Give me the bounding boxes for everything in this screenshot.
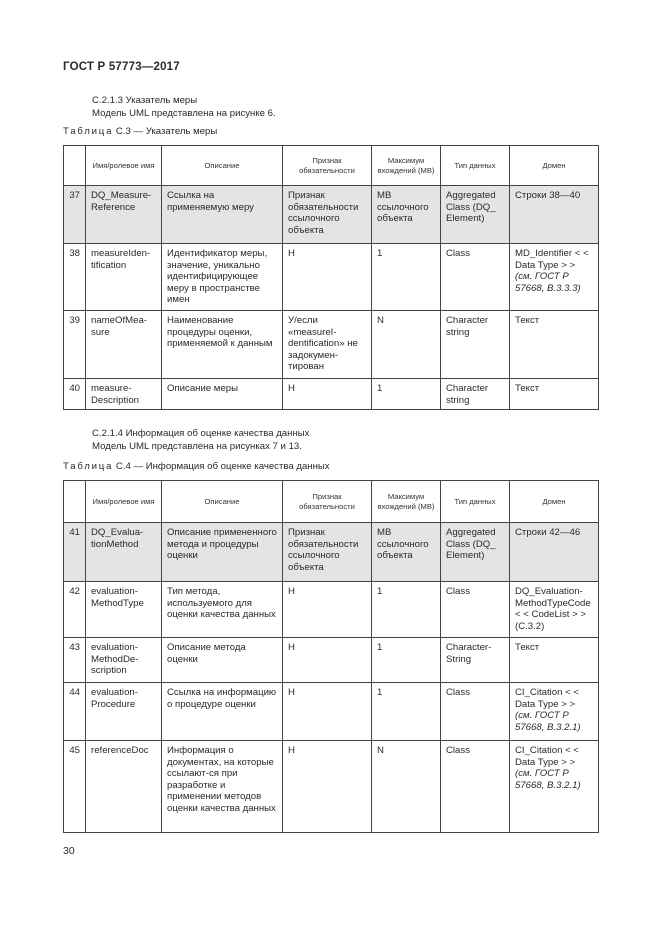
row-type: Character string: [441, 379, 510, 410]
row-max: N: [372, 741, 441, 833]
col-description: Описание: [162, 146, 283, 186]
col-name: Имя/ролевое имя: [86, 481, 162, 523]
row-domain: [510, 582, 599, 638]
table-row: [64, 379, 599, 410]
row-obligation: Н: [283, 244, 372, 311]
col-domain: Домен: [510, 481, 599, 523]
row-max: 1: [372, 683, 441, 741]
row-number: 38: [64, 244, 86, 311]
col-max-occurrence: Максимум вхождений (МВ): [372, 146, 441, 186]
col-data-type: Тип данных: [441, 146, 510, 186]
row-max: 1: [372, 638, 441, 683]
domain-text: Текст: [515, 315, 540, 326]
row-domain: [510, 523, 599, 582]
col-description: Описание: [162, 481, 283, 523]
section-heading: C.2.1.3 Указатель меры: [92, 95, 198, 106]
row-name: referenceDoc: [86, 741, 162, 833]
table-row: [64, 186, 599, 244]
row-type: Class: [441, 683, 510, 741]
row-max: 1: [372, 379, 441, 410]
col-obligation: Признак обязательности: [283, 146, 372, 186]
row-description: Ссылка на применяемую меру: [162, 186, 283, 244]
col-domain: Домен: [510, 146, 599, 186]
row-type: Character-String: [441, 638, 510, 683]
col-max-occurrence: Максимум вхождений (МВ): [372, 481, 441, 523]
row-type: Character string: [441, 311, 510, 379]
row-name: nameOfMea-sure: [86, 311, 162, 379]
caption-label: Таблица: [63, 461, 114, 472]
row-max: МВ ссылочного объекта: [372, 523, 441, 582]
caption-label: Таблица: [63, 126, 114, 137]
domain-text: Строки 42—46: [515, 527, 581, 538]
row-name: evaluation-Procedure: [86, 683, 162, 741]
section-c213: [92, 95, 276, 120]
row-type: Aggregated Class (DQ_ Element): [441, 186, 510, 244]
domain-reference: (см. ГОСТ Р 57668, В.3.3.3): [515, 271, 581, 294]
row-domain: [510, 186, 599, 244]
row-number: 37: [64, 186, 86, 244]
row-obligation: Признак обязательности ссылочного объекта: [283, 186, 372, 244]
table-row: [64, 523, 599, 582]
row-description: Информация о документах, на которые ссылают-ся при разработке и применении методов оценки качества данных: [162, 741, 283, 833]
table-row: [64, 311, 599, 379]
row-type: Class: [441, 741, 510, 833]
row-domain: [510, 311, 599, 379]
row-name: measureIden-tification: [86, 244, 162, 311]
domain-reference: (см. ГОСТ Р 57668, В.3.2.1): [515, 710, 581, 733]
row-domain: [510, 638, 599, 683]
row-max: N: [372, 311, 441, 379]
domain-text: Текст: [515, 642, 540, 653]
row-max: 1: [372, 244, 441, 311]
row-name: measure-Description: [86, 379, 162, 410]
table-c3-caption: [63, 126, 217, 137]
row-number: 39: [64, 311, 86, 379]
page-number: 30: [63, 845, 75, 857]
row-name: evaluation-MethodDe-scription: [86, 638, 162, 683]
col-name: Имя/ролевое имя: [86, 146, 162, 186]
table-row: [64, 683, 599, 741]
row-type: Class: [441, 582, 510, 638]
section-text: Модель UML представлена на рисунках 7 и 13.: [92, 440, 302, 452]
row-name: DQ_Measure-Reference: [86, 186, 162, 244]
domain-text: DQ_Evaluation-MethodTypeCode < < CodeList > > (С.3.2): [515, 586, 591, 632]
row-obligation: Н: [283, 638, 372, 683]
row-name: DQ_Evalua-tionMethod: [86, 523, 162, 582]
col-num: [64, 481, 86, 523]
table-row: [64, 244, 599, 311]
row-domain: [510, 244, 599, 311]
document-header: ГОСТ Р 57773—2017: [63, 61, 180, 73]
row-description: Описание меры: [162, 379, 283, 410]
domain-text: Текст: [515, 383, 540, 394]
row-domain: [510, 379, 599, 410]
row-max: МВ ссылочного объекта: [372, 186, 441, 244]
row-domain: [510, 683, 599, 741]
row-description: Описание примененного метода и процедуры оценки: [162, 523, 283, 582]
section-c214: [92, 428, 309, 453]
col-data-type: Тип данных: [441, 481, 510, 523]
domain-text: Строки 38—40: [515, 190, 581, 201]
row-number: 41: [64, 523, 86, 582]
row-description: Идентификатор меры, значение, уникально идентифицирующее меру в пространстве имен: [162, 244, 283, 311]
col-obligation: Признак обязательности: [283, 481, 372, 523]
table-row: [64, 582, 599, 638]
row-obligation: У/если «measureI-dentification» не задокумен-тирован: [283, 311, 372, 379]
section-text: Модель UML представлена на рисунке 6.: [92, 107, 276, 119]
row-type: Aggregated Class (DQ_ Element): [441, 523, 510, 582]
caption-text: С.4 — Информация об оценке качества данных: [113, 461, 330, 472]
table-row: [64, 741, 599, 833]
row-description: Описание метода оценки: [162, 638, 283, 683]
row-number: 40: [64, 379, 86, 410]
row-obligation: Н: [283, 741, 372, 833]
row-name: evaluation-MethodType: [86, 582, 162, 638]
row-obligation: Н: [283, 683, 372, 741]
col-num: [64, 146, 86, 186]
caption-text: С.3 — Указатель меры: [113, 126, 218, 137]
table-c4: [63, 480, 599, 833]
row-domain: [510, 741, 599, 833]
row-number: 45: [64, 741, 86, 833]
row-number: 44: [64, 683, 86, 741]
row-number: 42: [64, 582, 86, 638]
table-c3: [63, 145, 599, 410]
table-row: [64, 638, 599, 683]
domain-text: CI_Citation < < Data Type > >: [515, 745, 579, 768]
row-description: Наименование процедуры оценки, применяемой к данным: [162, 311, 283, 379]
domain-text: CI_Citation < < Data Type > >: [515, 687, 579, 710]
row-obligation: Н: [283, 582, 372, 638]
row-max: 1: [372, 582, 441, 638]
row-obligation: Н: [283, 379, 372, 410]
section-heading: C.2.1.4 Информация об оценке качества данных: [92, 428, 310, 439]
domain-reference: (см. ГОСТ Р 57668, В.3.2.1): [515, 768, 581, 791]
row-number: 43: [64, 638, 86, 683]
domain-text: MD_Identifier < < Data Type > >: [515, 248, 589, 271]
row-type: Class: [441, 244, 510, 311]
row-description: Тип метода, используемого для оценки качества данных: [162, 582, 283, 638]
row-description: Ссылка на информацию о процедуре оценки: [162, 683, 283, 741]
table-c4-caption: [63, 461, 330, 472]
row-obligation: Признак обязательности ссылочного объекта: [283, 523, 372, 582]
